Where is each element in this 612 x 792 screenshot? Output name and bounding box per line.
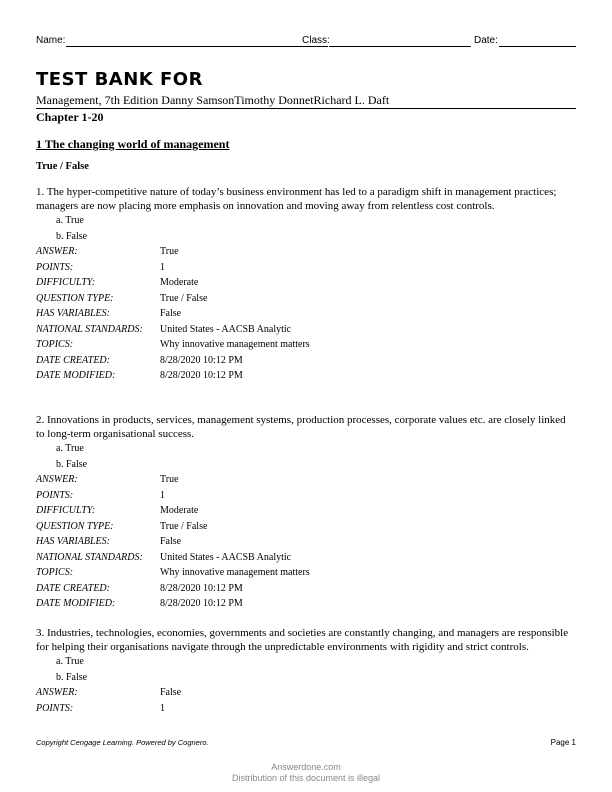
- meta-topics: TOPICS: Why innovative management matters: [36, 567, 310, 578]
- meta-question-type: QUESTION TYPE: True / False: [36, 292, 208, 304]
- name-label: Name:: [36, 35, 66, 46]
- meta-has-variables: HAS VARIABLES: False: [36, 536, 182, 547]
- date-blank: [499, 46, 576, 47]
- meta-question-type: QUESTION TYPE: True / False: [36, 520, 208, 532]
- date-label: Date:: [474, 35, 498, 46]
- chapter-heading: Chapter 1-20: [36, 110, 104, 124]
- meta-date-modified: DATE MODIFIED: 8/28/2020 10:12 PM: [36, 598, 243, 609]
- option-b: b. False: [56, 671, 88, 683]
- document-title: TEST BANK FOR: [36, 69, 203, 90]
- meta-national-standards: NATIONAL STANDARDS: United States - AACSB Analytic: [36, 323, 292, 335]
- meta-points: POINTS: 1: [36, 702, 165, 714]
- meta-date-created: DATE CREATED: 8/28/2020 10:12 PM: [36, 354, 243, 366]
- question-text: 1. The hyper-competitive nature of today’s business environment has led to a paradigm shift in management practices; managers are now placing more emphasis on innovation and moving away from relentless cost controls.: [36, 186, 557, 212]
- meta-points: POINTS: 1: [36, 261, 165, 273]
- question-text: 3. Industries, technologies, economies, governments and societies are constantly changing, and managers are responsible for helping their organisations navigate through the unpredictable environments with rigidity and strict controls.: [36, 627, 569, 653]
- meta-has-variables: HAS VARIABLES: False: [36, 308, 182, 319]
- class-blank: [329, 46, 471, 47]
- section-heading: 1 The changing world of management: [36, 137, 230, 151]
- class-label: Class:: [302, 35, 330, 46]
- meta-answer: ANSWER: False: [36, 687, 182, 698]
- meta-difficulty: DIFFICULTY: Moderate: [36, 505, 199, 516]
- meta-answer: ANSWER: True: [36, 246, 179, 257]
- copyright-footer: Copyright Cengage Learning. Powered by Cognero.: [36, 738, 209, 747]
- meta-difficulty: DIFFICULTY: Moderate: [36, 277, 199, 288]
- meta-topics: TOPICS: Why innovative management matters: [36, 339, 310, 350]
- question-1: [36, 185, 571, 384]
- title-rule: [36, 108, 576, 109]
- meta-points: POINTS: 1: [36, 489, 165, 501]
- page-number: Page 1: [550, 738, 576, 747]
- watermark-site: Answerdone.com: [271, 762, 341, 772]
- option-a: a. True: [56, 656, 84, 667]
- meta-answer: ANSWER: True: [36, 474, 179, 485]
- option-b: b. False: [56, 230, 88, 242]
- option-b: b. False: [56, 458, 88, 470]
- meta-date-modified: DATE MODIFIED: 8/28/2020 10:12 PM: [36, 370, 243, 381]
- book-info: Management, 7th Edition Danny SamsonTimothy DonnetRichard L. Daft: [36, 93, 390, 107]
- meta-date-created: DATE CREATED: 8/28/2020 10:12 PM: [36, 582, 243, 594]
- question-3: [36, 626, 571, 716]
- question-2: [36, 413, 571, 612]
- student-info-header: [36, 35, 576, 49]
- watermark-notice: Distribution of this document is illegal: [231, 773, 381, 783]
- option-a: a. True: [56, 215, 84, 226]
- question-type-heading: True / False: [36, 161, 89, 172]
- meta-national-standards: NATIONAL STANDARDS: United States - AACSB Analytic: [36, 551, 292, 563]
- question-text: 2. Innovations in products, services, management systems, production processes, corporate values etc. are closely linked to long-term organisational success.: [36, 414, 566, 440]
- option-a: a. True: [56, 443, 84, 454]
- name-blank: [66, 46, 328, 47]
